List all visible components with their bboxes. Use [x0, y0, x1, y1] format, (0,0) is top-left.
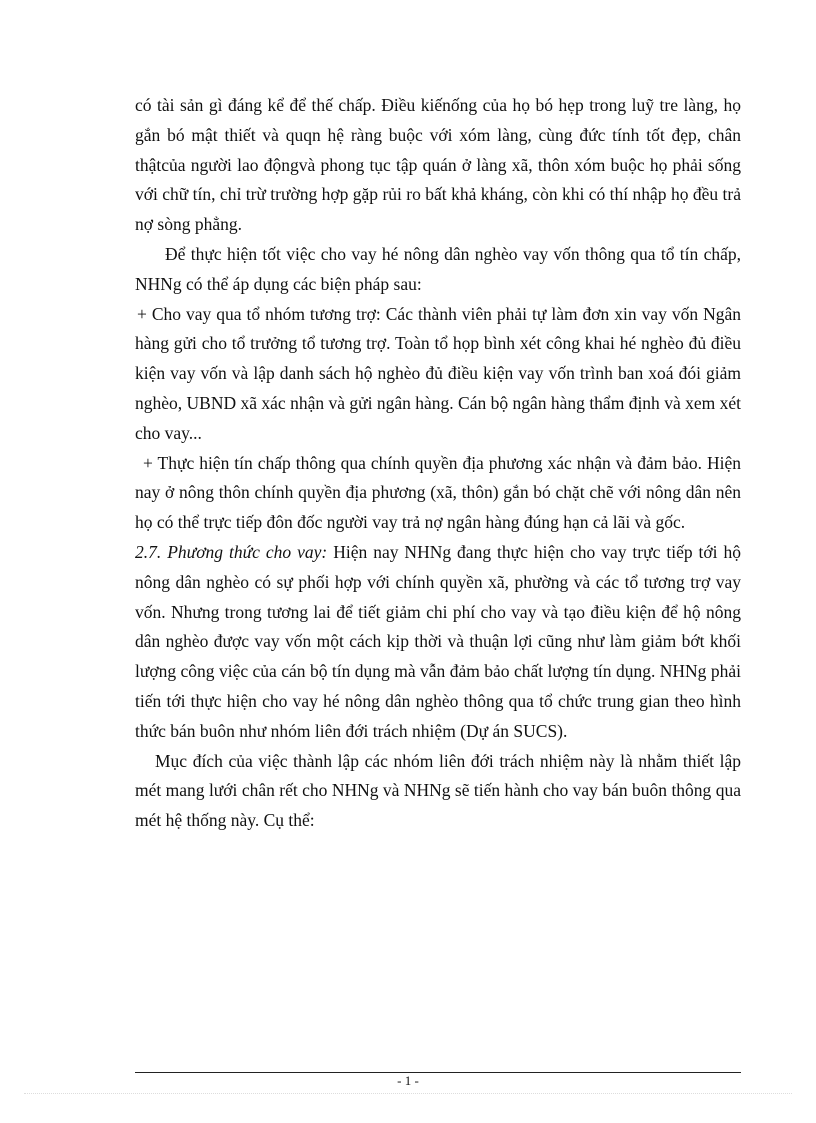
document-body — [135, 91, 741, 836]
section-heading-lending-method: 2.7. Phương thức cho vay: — [135, 541, 328, 562]
paragraph-lending-method — [135, 538, 741, 747]
paragraph-mutual-aid-groups: + Cho vay qua tổ nhóm tương trợ: Các thành viên phải tự làm đơn xin vay vốn Ngân hàng gửi cho tổ trưởng tổ tương trợ. Toàn tổ họp bình xét công khai hé nghèo đủ điều kiện vay vốn và lập danh sách hộ nghèo đủ điều kiện vay vốn trình ban xoá đói giảm nghèo, UBND xã xác nhận và gửi ngân hàng. Cán bộ ngân hàng thẩm định và xem xét cho vay... — [135, 303, 741, 443]
paragraph-group-purpose: Mục đích của việc thành lập các nhóm liên đới trách nhiệm này là nhằm thiết lập mét mang lưới chân rết cho NHNg và NHNg sẽ tiến hành cho vay bán buôn thông qua mét hệ thống này. Cụ thể: — [135, 750, 741, 831]
page-bottom-dotted-border — [24, 1093, 792, 1094]
section-body-lending-method: Hiện nay NHNg đang thực hiện cho vay trực tiếp tới hộ nông dân nghèo có sự phối hợp với chính quyền xã, phường và các tổ tương trợ vay vốn. Nhưng trong tương lai để tiết giảm chi phí cho vay và tạo điều kiện để hộ nông dân nghèo được vay vốn một cách kịp thời và thuận lợi cũng như làm giảm bớt khối lượng công việc của cán bộ tín dụng mà vẫn đảm bảo chất lượng tín dụng. NHNg phải tiến tới thực hiện cho vay hé nông dân nghèo thông qua tổ chức trung gian theo hình thức bán buôn như nhóm liên đới trách nhiệm (Dự án SUCS). — [135, 541, 741, 741]
paragraph-collateral: có tài sản gì đáng kể để thế chấp. Điều kiếnống của họ bó hẹp trong luỹ tre làng, họ gắn bó mật thiết và quqn hệ ràng buộc với xóm làng, cùng đức tính tốt đẹp, chân thậtcủa người lao độngvà phong tục tập quán ở làng xã, thôn xóm buộc họ phải sống với chữ tín, chỉ trừ trường hợp gặp rủi ro bất khả kháng, còn khi có thí nhập họ đều trả nợ sòng phẳng. — [135, 95, 741, 235]
paragraph-local-government: + Thực hiện tín chấp thông qua chính quyền địa phương xác nhận và đảm bảo. Hiện nay ở nông thôn chính quyền địa phương (xã, thôn) gắn bó chặt chẽ với nông dân nên họ có thể trực tiếp đôn đốc người vay trả nợ ngân hàng đúng hạn cả lãi và gốc. — [135, 452, 741, 533]
page-number: - 1 - — [397, 1073, 419, 1088]
paragraph-measures-intro: Để thực hiện tốt việc cho vay hé nông dân nghèo vay vốn thông qua tổ tín chấp, NHNg có thể áp dụng các biện pháp sau: — [135, 243, 741, 294]
